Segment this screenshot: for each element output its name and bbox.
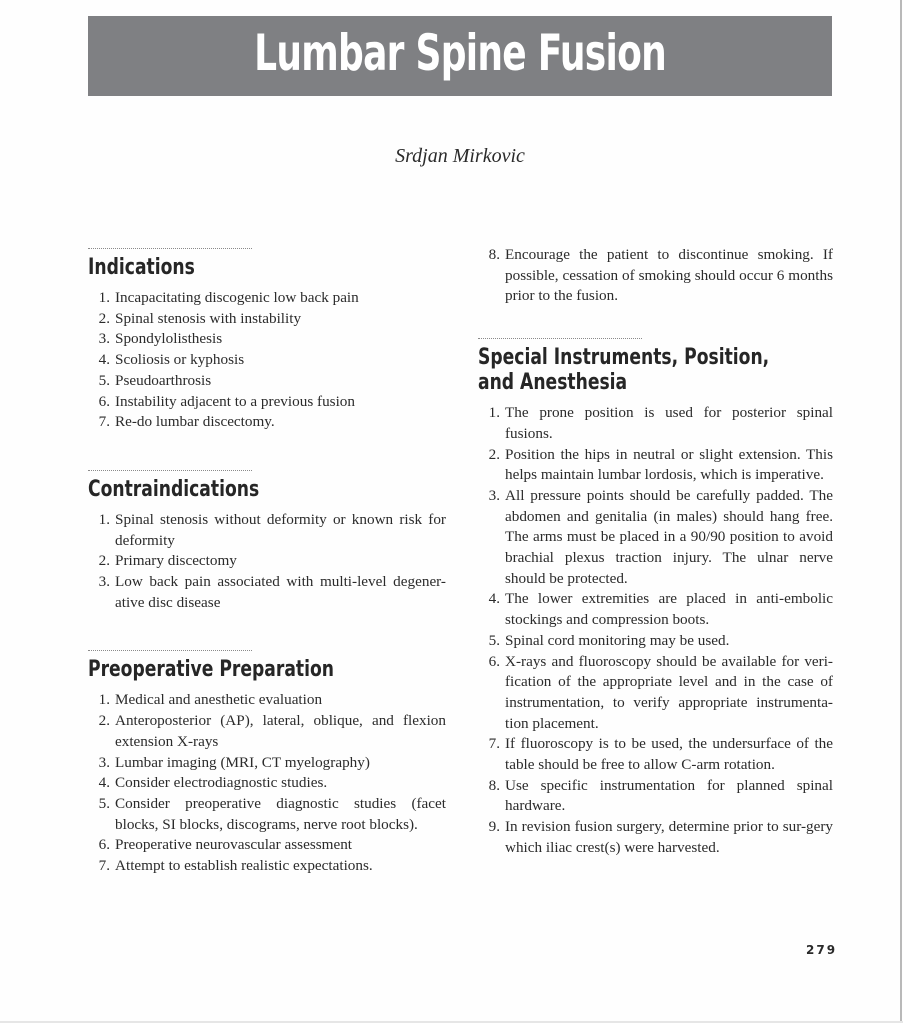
- item-number: 8.: [488, 246, 500, 263]
- item-text: In revision fusion surgery, determine prior to sur-gery which iliac crest(s) were harvested.: [505, 818, 833, 856]
- item-number: 3.: [98, 753, 110, 771]
- item-text: Incapacitating discogenic low back pain: [115, 289, 359, 306]
- item-text: Spondylolisthesis: [115, 330, 223, 348]
- list-item: [478, 631, 833, 652]
- list-item: [478, 445, 833, 486]
- item-number: 1.: [488, 404, 500, 422]
- item-number: 1.: [98, 510, 110, 528]
- item-number: 5.: [488, 631, 500, 649]
- chapter-title: Lumbar Spine Fusion: [254, 24, 666, 82]
- item-number: 4.: [98, 351, 110, 369]
- chapter-title-banner: [88, 16, 832, 96]
- list-item: [88, 371, 446, 392]
- section-preoperative-preparation: [88, 650, 446, 876]
- contraindications-list: [88, 510, 446, 614]
- item-text: If fluoroscopy is to be used, the undersurface of the table should be free to allow C-arm rotation.: [505, 735, 833, 774]
- item-number: 6.: [488, 652, 500, 670]
- section-heading: [478, 345, 770, 396]
- item-text: Preoperative neurovascular assessment: [115, 836, 353, 854]
- list-item: [478, 652, 833, 735]
- indications-list: [88, 288, 446, 433]
- item-text: Low back pain associated with multi-level degener-ative disc disease: [115, 573, 446, 611]
- page-number: 279: [806, 943, 838, 957]
- item-text: The prone position is used for posterior spinal fusions.: [505, 404, 833, 442]
- item-number: 5.: [98, 794, 110, 812]
- section-rule: [478, 338, 642, 339]
- item-text: The lower extremities are placed in anti-embolic stockings and compression boots.: [505, 590, 833, 629]
- item-number: 2.: [98, 309, 110, 327]
- item-number: 5.: [98, 371, 110, 389]
- item-text: Medical and anesthetic evaluation: [115, 691, 323, 709]
- list-item: [478, 589, 833, 630]
- section-rule: [88, 650, 252, 651]
- item-text: Encourage the patient to discontinue smoking. If possible, cessation of smoking should occur 6 months prior to the fusion.: [505, 246, 833, 305]
- item-number: 4.: [98, 774, 110, 792]
- section-indications: [88, 248, 446, 433]
- item-text: Instability adjacent to a previous fusion: [115, 392, 355, 410]
- list-item: [88, 572, 446, 613]
- list-item: [478, 776, 833, 817]
- item-number: 2.: [488, 445, 500, 463]
- item-text: Consider electrodiagnostic studies.: [115, 774, 328, 792]
- preoperative-list-continued: [478, 245, 833, 307]
- list-item: [88, 551, 446, 572]
- list-item: [88, 392, 446, 413]
- item-number: 6.: [98, 392, 110, 410]
- list-item: [88, 835, 446, 856]
- item-number: 8.: [488, 776, 500, 794]
- list-item: [478, 734, 833, 775]
- list-item: [88, 773, 446, 794]
- item-number: 7.: [98, 413, 110, 431]
- author-name: Srdjan Mirkovic: [395, 145, 525, 167]
- list-item: [88, 309, 446, 330]
- section-heading: Indications: [88, 255, 195, 280]
- section-heading-line-2: and Anesthesia: [478, 370, 628, 396]
- item-number: 2.: [98, 712, 110, 730]
- list-item: [88, 753, 446, 774]
- section-rule: [88, 248, 252, 249]
- list-item: [478, 817, 833, 858]
- item-number: 9.: [488, 818, 500, 836]
- list-item: [478, 403, 833, 444]
- list-item: [88, 288, 446, 309]
- item-text: Use specific instrumentation for planned spinal hardware.: [505, 776, 833, 815]
- list-item: [88, 794, 446, 835]
- list-item: [478, 486, 833, 590]
- item-text: X-rays and fluoroscopy should be available for veri-fication of the appropriate level and in the case of instrumentation, to verify appropriate instrumenta-tion placement.: [505, 652, 833, 732]
- item-text: Spinal stenosis with instability: [115, 309, 302, 327]
- right-column: [478, 245, 833, 859]
- preoperative-list: [88, 690, 446, 876]
- item-text: Re-do lumbar discectomy.: [115, 413, 275, 431]
- list-item: [88, 350, 446, 371]
- item-text: Spinal stenosis without deformity or known risk for deformity: [115, 510, 446, 549]
- section-heading-line-1: Special Instruments, Position,: [478, 345, 770, 371]
- section-heading: Preoperative Preparation: [88, 657, 334, 683]
- item-number: 7.: [98, 857, 110, 875]
- item-text: Primary discectomy: [115, 552, 237, 570]
- section-heading: Contraindications: [88, 476, 260, 502]
- item-number: 3.: [488, 486, 500, 504]
- item-number: 3.: [98, 330, 110, 348]
- list-item: [88, 329, 446, 350]
- section-contraindications: [88, 470, 446, 614]
- list-item: [88, 856, 446, 877]
- item-number: 1.: [98, 289, 110, 306]
- item-number: 1.: [98, 691, 110, 709]
- item-text: All pressure points should be carefully padded. The abdomen and genitalia (in males) should hang free. The arms must be placed in a 90/90 position to avoid brachial plexus traction injury. The ulnar nerve should be protected.: [505, 486, 833, 587]
- list-item: [88, 690, 446, 711]
- list-item: [478, 245, 833, 307]
- item-number: 3.: [98, 573, 110, 591]
- item-number: 6.: [98, 836, 110, 854]
- list-item: [88, 412, 446, 433]
- item-text: Consider preoperative diagnostic studies (facet blocks, SI blocks, discograms, nerve root blocks).: [115, 794, 446, 833]
- item-text: Spinal cord monitoring may be used.: [505, 631, 730, 649]
- section-rule: [88, 470, 252, 471]
- item-text: Lumbar imaging (MRI, CT myelography): [115, 753, 370, 771]
- list-item: [88, 711, 446, 752]
- item-number: 4.: [488, 590, 500, 608]
- item-number: 2.: [98, 552, 110, 570]
- item-text: Scoliosis or kyphosis: [115, 351, 245, 369]
- item-text: Position the hips in neutral or slight extension. This helps maintain lumbar lordosis, which is imperative.: [505, 445, 833, 484]
- special-instruments-list: [478, 403, 833, 858]
- item-text: Anteroposterior (AP), lateral, oblique, and flexion extension X-rays: [115, 712, 446, 750]
- item-text: Pseudoarthrosis: [115, 371, 212, 389]
- list-item: [88, 510, 446, 551]
- item-number: 7.: [488, 735, 500, 753]
- section-special-instruments: [478, 338, 833, 858]
- left-column: [88, 240, 446, 877]
- item-text: Attempt to establish realistic expectations.: [115, 857, 373, 875]
